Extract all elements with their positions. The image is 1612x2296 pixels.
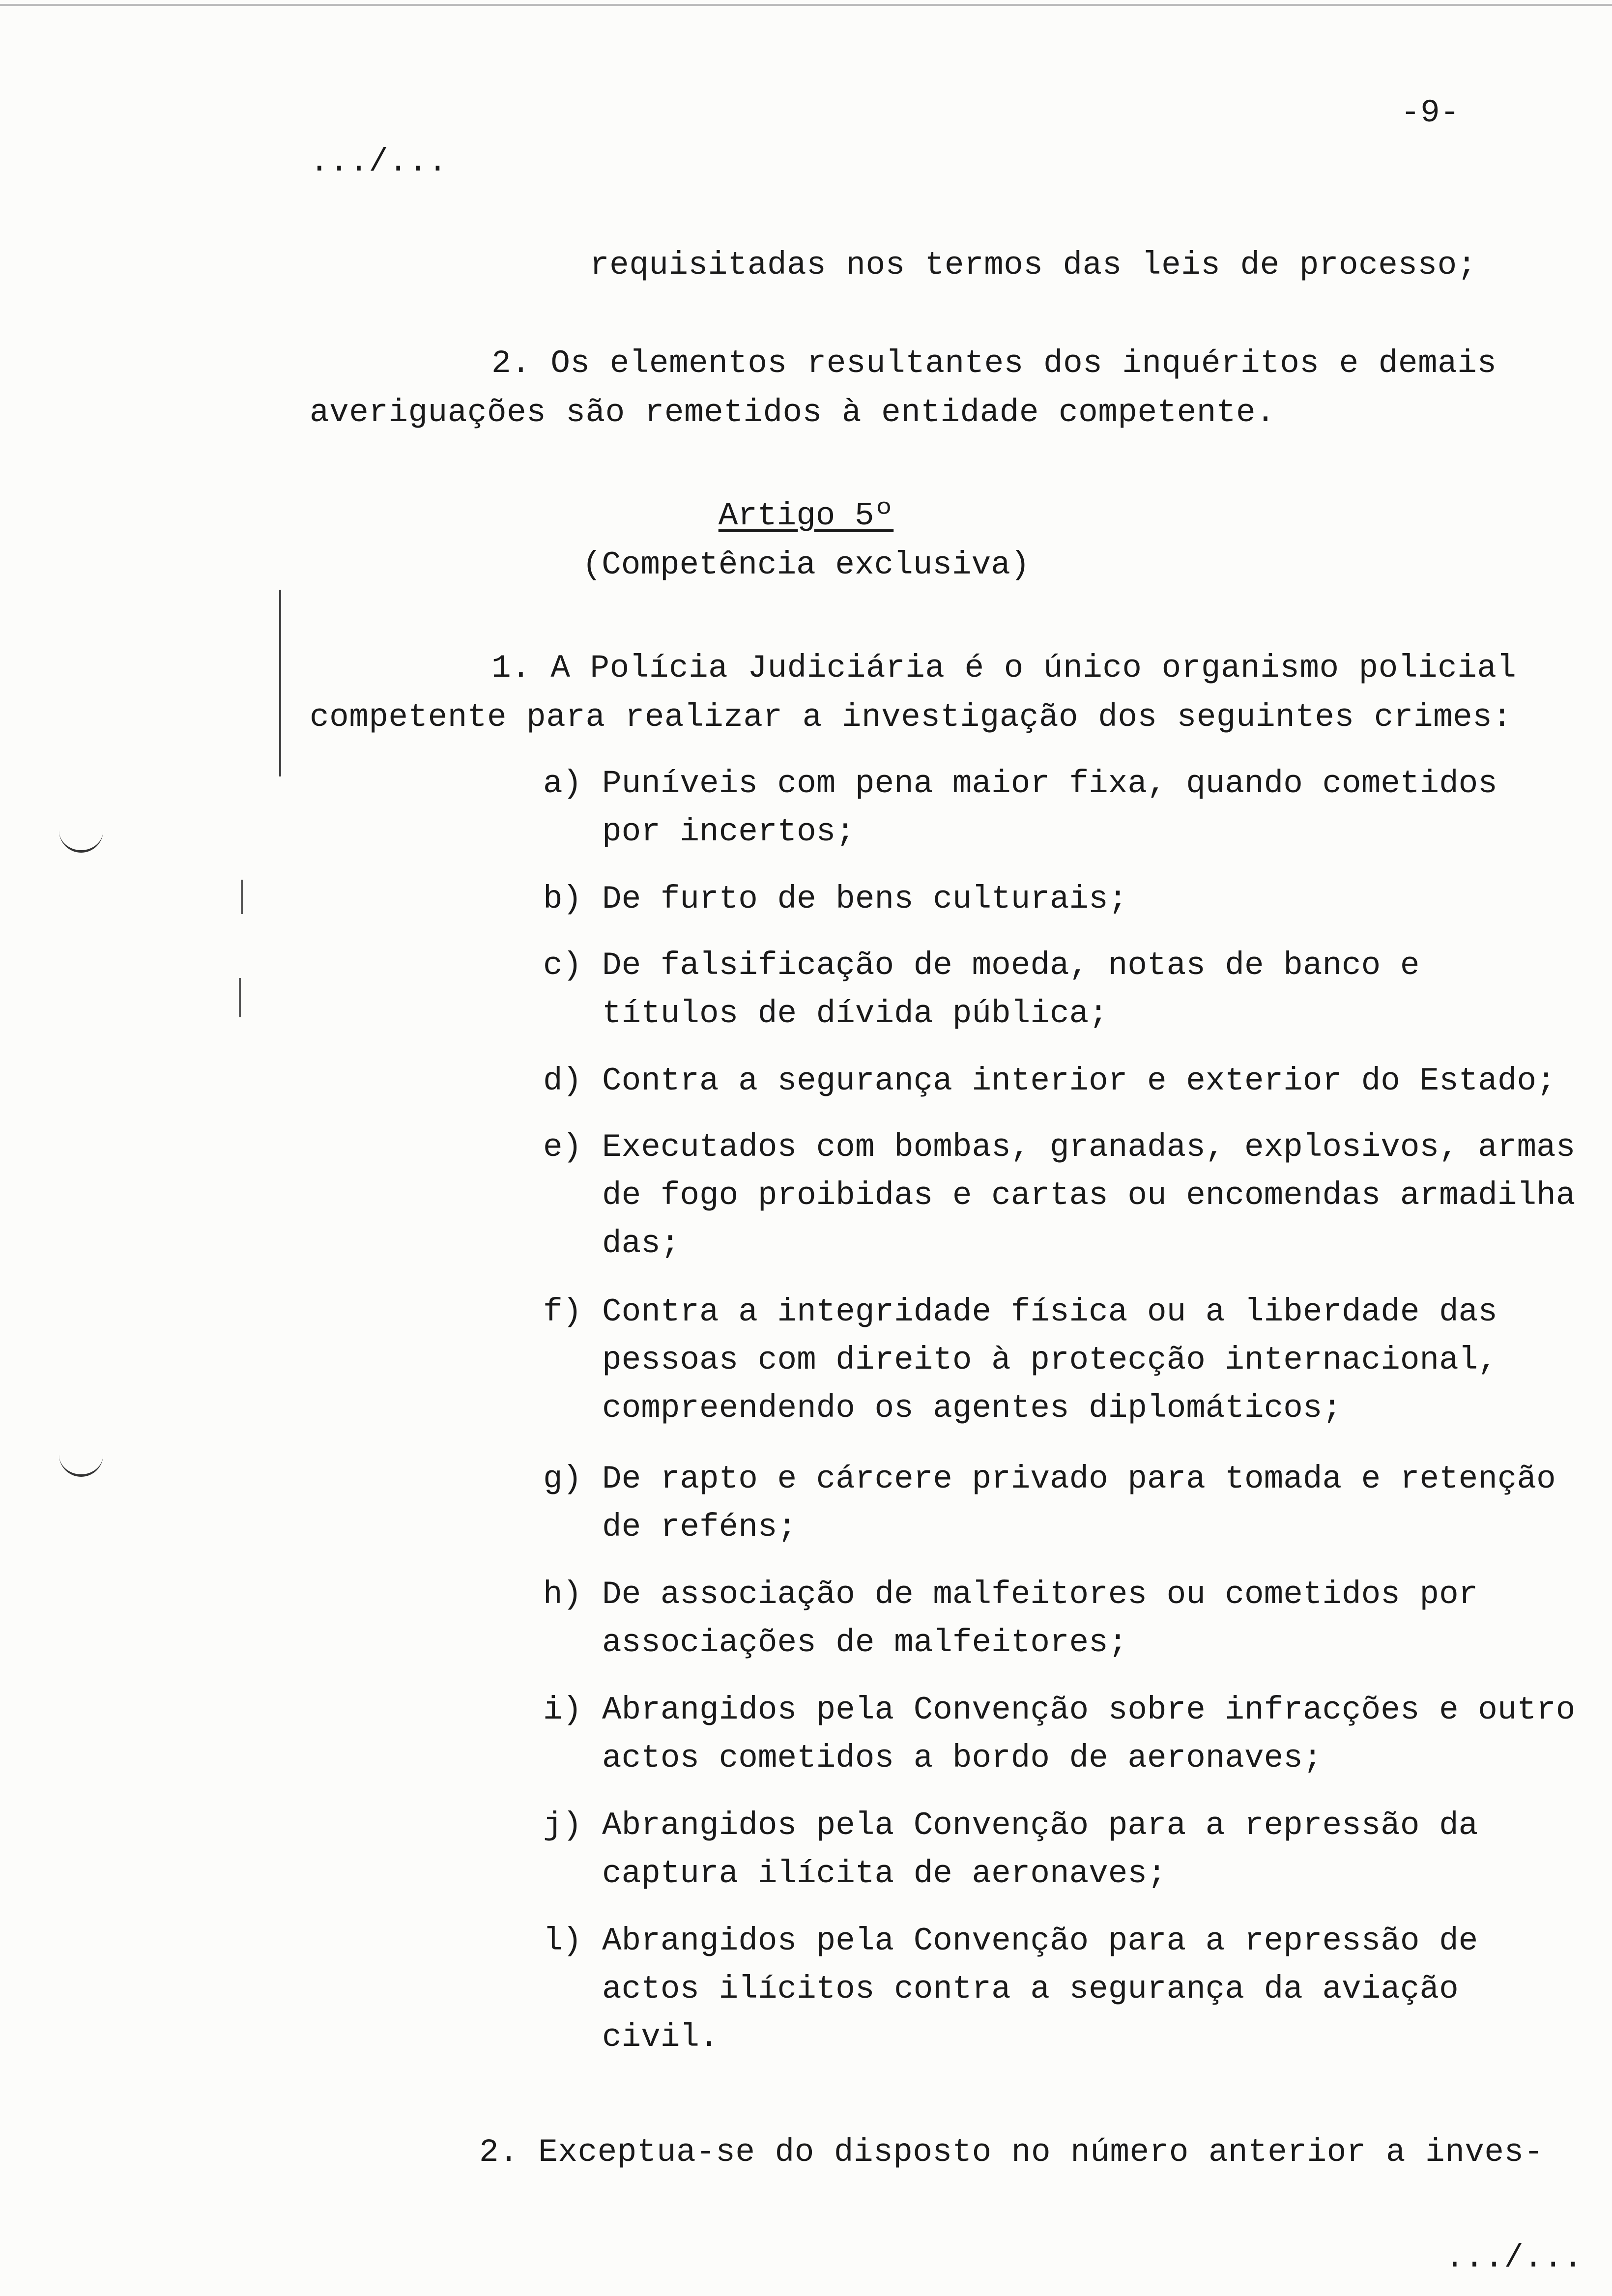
text-line: requisitadas nos termos das leis de processo;: [590, 247, 1477, 284]
list-item-text: Puníveis com pena maior fixa, quando cometidos: [602, 765, 1497, 802]
list-item-text: Executados com bombas, granadas, explosivos, armas: [602, 1129, 1576, 1166]
paragraph-2-line-2: averiguações são remetidos à entidade competente.: [310, 394, 1276, 431]
article-subtitle: (Competência exclusiva): [582, 546, 1030, 583]
list-item-label: l): [543, 1923, 582, 1959]
list-item-label: a): [543, 765, 582, 802]
list-item-label: i): [543, 1692, 582, 1728]
list-item-text: Contra a segurança interior e exterior do Estado;: [602, 1062, 1556, 1099]
list-item-text: De associação de malfeitores ou cometidos por: [602, 1576, 1478, 1613]
page-number: -9-: [1401, 94, 1460, 131]
list-item-label: e): [543, 1129, 582, 1166]
list-item-text: de fogo proibidas e cartas ou encomendas armadilha: [602, 1177, 1576, 1214]
continuation-mark-top: .../...: [310, 144, 448, 180]
list-item-text: Contra a integridade física ou a liberdade das: [602, 1293, 1497, 1330]
list-item-label: c): [543, 947, 582, 984]
hole-punch-mark: [59, 831, 103, 853]
list-item-text: pessoas com direito à protecção internacional,: [602, 1342, 1497, 1378]
article-paragraph-1-line-2: competente para realizar a investigação dos seguintes crimes:: [310, 699, 1512, 736]
list-item-label: f): [543, 1293, 582, 1330]
paragraph-2-line-1: 2. Os elementos resultantes dos inquéritos e demais: [491, 345, 1497, 382]
list-item-text: compreendendo os agentes diplomáticos;: [602, 1390, 1342, 1427]
list-item-label: g): [543, 1461, 582, 1497]
list-item-text: captura ilícita de aeronaves;: [602, 1855, 1167, 1892]
list-item-text: De rapto e cárcere privado para tomada e retenção: [602, 1461, 1556, 1497]
list-item-text: actos cometidos a bordo de aeronaves;: [602, 1740, 1323, 1777]
list-item-text: associações de malfeitores;: [602, 1624, 1128, 1661]
article-paragraph-2-line-1: 2. Exceptua-se do disposto no número anterior a inves-: [479, 2134, 1544, 2171]
article-heading: Artigo 5º: [718, 497, 894, 534]
list-item-text: De falsificação de moeda, notas de banco e: [602, 947, 1420, 984]
list-item-text: de reféns;: [602, 1509, 797, 1546]
margin-revision-bar: [279, 590, 281, 776]
article-paragraph-1-line-1: 1. A Polícia Judiciária é o único organismo policial: [491, 650, 1517, 687]
list-item-text: De furto de bens culturais;: [602, 881, 1128, 918]
list-item-text: Abrangidos pela Convenção sobre infracções e outro: [602, 1692, 1576, 1728]
list-item-text: das;: [602, 1225, 680, 1262]
list-item-label: d): [543, 1062, 582, 1099]
list-item-label: h): [543, 1576, 582, 1613]
scan-top-edge: [0, 4, 1612, 6]
list-item-text: civil.: [602, 2019, 719, 2056]
list-item-text: Abrangidos pela Convenção para a repressão de: [602, 1923, 1478, 1959]
list-item-label: j): [543, 1807, 582, 1844]
list-item-text: títulos de dívida pública;: [602, 995, 1108, 1032]
margin-mark: [239, 978, 241, 1017]
list-item-text: Abrangidos pela Convenção para a repressão da: [602, 1807, 1478, 1844]
continuation-mark-bottom: .../...: [1445, 2239, 1583, 2276]
list-item-label: b): [543, 881, 582, 918]
list-item-text: por incertos;: [602, 813, 855, 850]
margin-mark: [241, 880, 243, 914]
hole-punch-mark: [59, 1455, 103, 1477]
list-item-text: actos ilícitos contra a segurança da aviação: [602, 1971, 1459, 2008]
